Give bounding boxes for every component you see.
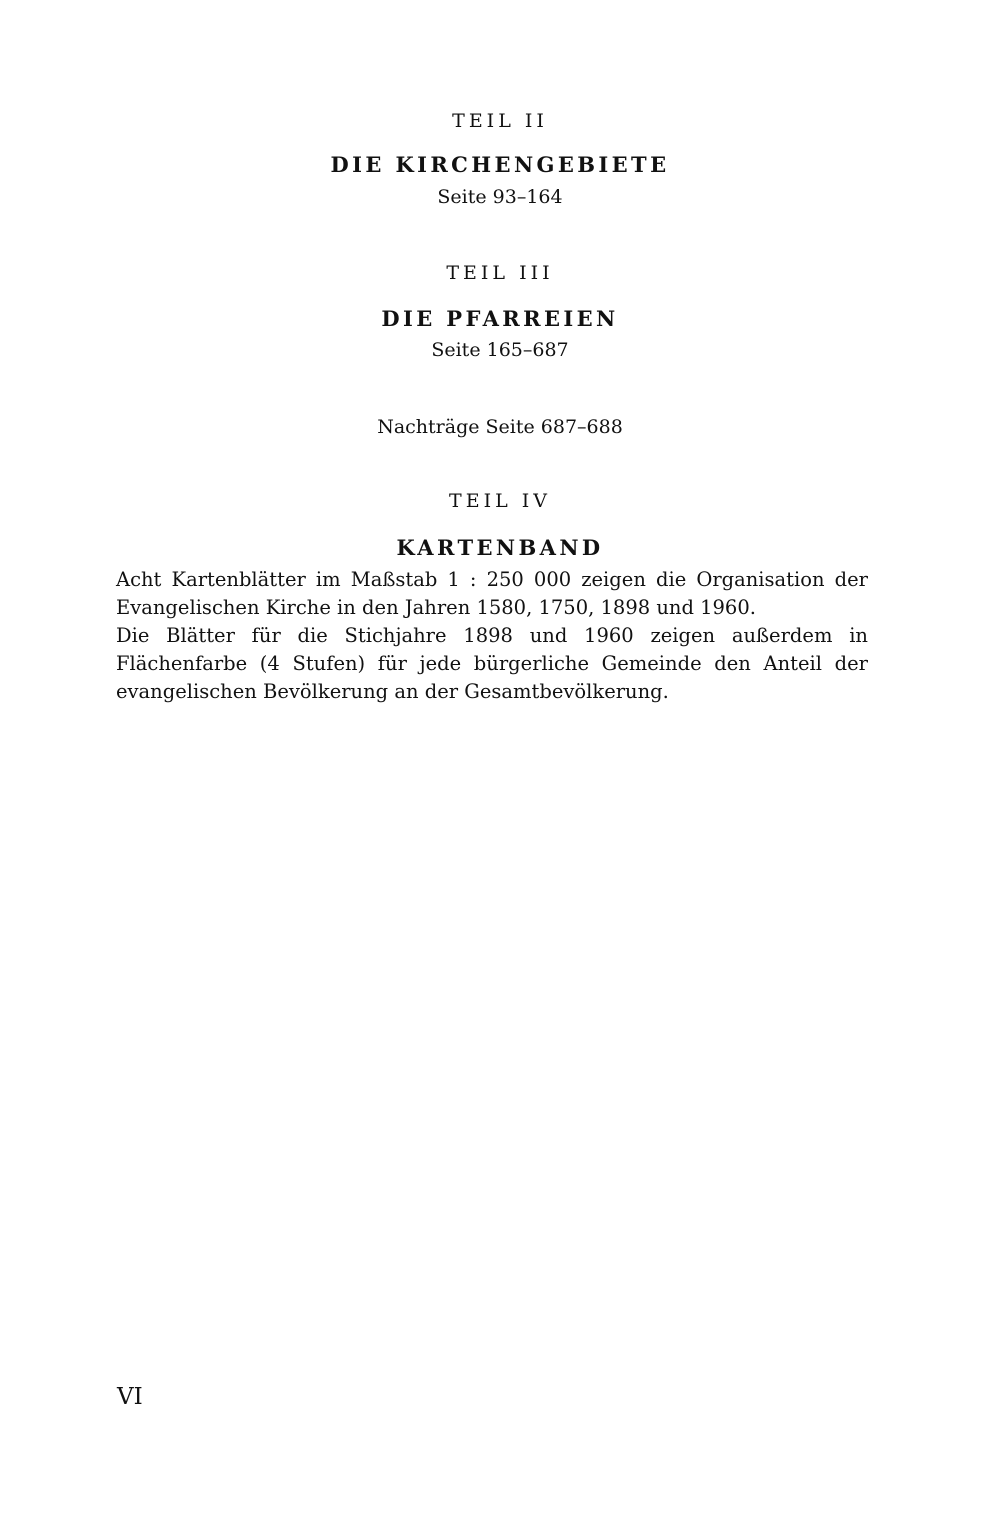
part-4-title: KARTENBAND (396, 535, 604, 560)
page-number: VI (117, 1384, 143, 1410)
part-2-label: TEIL II (452, 110, 548, 132)
kartenband-paragraph-2: Die Blätter für die Stichjahre 1898 und 1960 zeigen außerdem in Flächenfarbe (4 Stufen) für jede bürgerliche Gemeinde den Anteil der evangelischen Bevölkerung an der Gesamtbevölkerung. (116, 624, 868, 703)
part-3-label: TEIL III (446, 262, 554, 284)
part-3-title: DIE PFARREIEN (381, 306, 619, 331)
kartenband-paragraph-1: Acht Kartenblätter im Maßstab 1 : 250 000 zeigen die Organisation der Evangelischen Kirche in den Jahren 1580, 1750, 1898 und 1960. (116, 568, 868, 619)
part-2-title: DIE KIRCHENGEBIETE (330, 152, 670, 177)
part-2-page-range: Seite 93–164 (437, 186, 563, 208)
part-4-label: TEIL IV (449, 490, 551, 512)
part-3-page-range: Seite 165–687 (431, 339, 569, 361)
addenda-line: Nachträge Seite 687–688 (377, 416, 623, 438)
kartenband-description (116, 566, 868, 706)
